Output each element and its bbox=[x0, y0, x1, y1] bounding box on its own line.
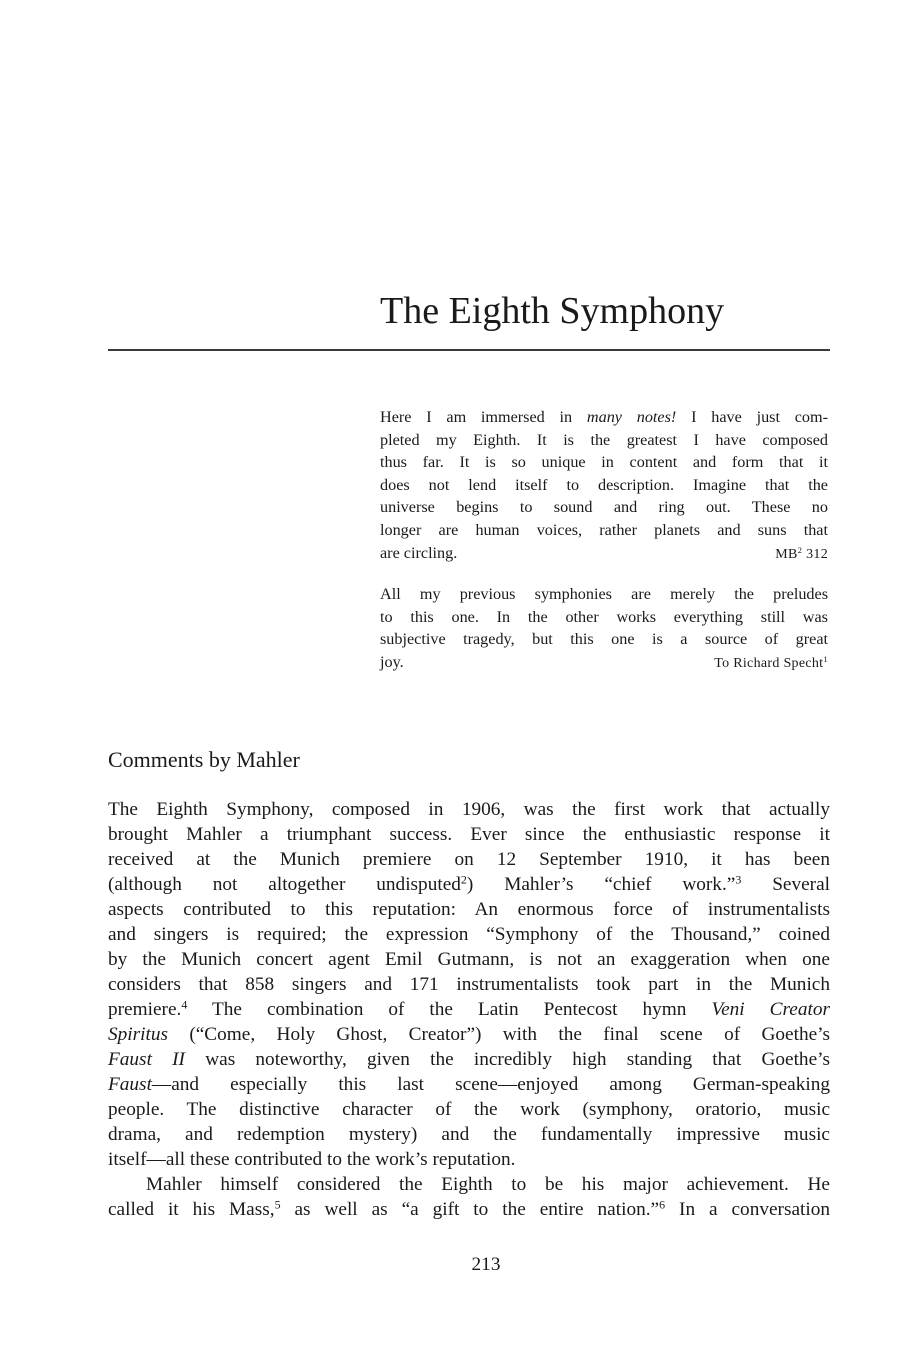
body-line: Faust—and especially this last scene—enjoyed among German-speaking bbox=[108, 1074, 830, 1095]
body-line: brought Mahler a triumphant success. Ever since the enthusiastic response it bbox=[108, 824, 830, 845]
epigraph-last-row bbox=[380, 651, 828, 676]
body-line: aspects contributed to this reputation: An enormous force of instrumentalists bbox=[108, 899, 830, 920]
section-heading: Comments by Mahler bbox=[108, 747, 300, 772]
epigraph-1 bbox=[380, 406, 828, 566]
epigraph-line: to this one. In the other works everything still was bbox=[380, 607, 828, 626]
body-line: Spiritus (“Come, Holy Ghost, Creator”) with the final scene of Goethe’s bbox=[108, 1024, 830, 1045]
epigraph-source: $MB^2$ 312 bbox=[775, 544, 828, 562]
body-line: called it his Mass,$^5$ as well as “a gift to the entire nation.”$^6$ In a conversation bbox=[108, 1197, 831, 1220]
epigraph-line: All my previous symphonies are merely the preludes bbox=[380, 585, 828, 603]
body-line: and singers is required; the expression “Symphony of the Thousand,” coined bbox=[108, 924, 830, 945]
page-number: 213 bbox=[471, 1254, 501, 1275]
body-line: Faust II was noteworthy, given the incredibly high standing that Goethe’s bbox=[108, 1049, 830, 1070]
epigraph-line: does not lend itself to description. Imagine that the bbox=[380, 475, 828, 494]
epigraph-2 bbox=[380, 583, 828, 675]
body-line: Mahler himself considered the Eighth to be his major achievement. He bbox=[146, 1174, 830, 1195]
body-text bbox=[108, 797, 830, 1222]
epigraph-line: joy. bbox=[380, 652, 404, 671]
body-line: (although not altogether undisputed$^2$) Mahler’s “chief work.”$^3$ Several bbox=[108, 872, 831, 895]
epigraph-last-row bbox=[380, 542, 828, 567]
epigraph-line: thus far. It is so unique in content and form that it bbox=[380, 453, 828, 472]
epigraph-line: subjective tragedy, but this one is a source of great bbox=[380, 630, 828, 649]
body-line: itself—all these contributed to the work’s reputation. bbox=[108, 1149, 516, 1170]
epigraph-line: longer are human voices, rather planets and suns that bbox=[380, 520, 828, 539]
body-line: people. The distinctive character of the work (symphony, oratorio, music bbox=[108, 1099, 830, 1120]
chapter-title: The Eighth Symphony bbox=[380, 290, 725, 332]
body-line: received at the Munich premiere on 12 September 1910, it has been bbox=[108, 849, 830, 870]
body-line: premiere.$^4$ The combination of the Latin Pentecost hymn Veni Creator bbox=[108, 997, 830, 1020]
epigraph-line: Here I am immersed in many notes! I have just com- bbox=[380, 408, 828, 426]
epigraph-line: pleted my Eighth. It is the greatest I have composed bbox=[380, 430, 828, 449]
epigraph-source: To Richard Specht$^1$ bbox=[714, 654, 828, 671]
body-line: by the Munich concert agent Emil Gutmann, is not an exaggeration when one bbox=[108, 949, 830, 970]
title-rule bbox=[108, 349, 830, 351]
body-line: drama, and redemption mystery) and the fundamentally impressive music bbox=[108, 1124, 830, 1145]
epigraph-line: universe begins to sound and ring out. These no bbox=[380, 498, 828, 517]
epigraph-line: are circling. bbox=[380, 543, 458, 562]
body-line: The Eighth Symphony, composed in 1906, was the first work that actually bbox=[108, 799, 830, 820]
body-line: considers that 858 singers and 171 instrumentalists took part in the Munich bbox=[108, 974, 830, 995]
